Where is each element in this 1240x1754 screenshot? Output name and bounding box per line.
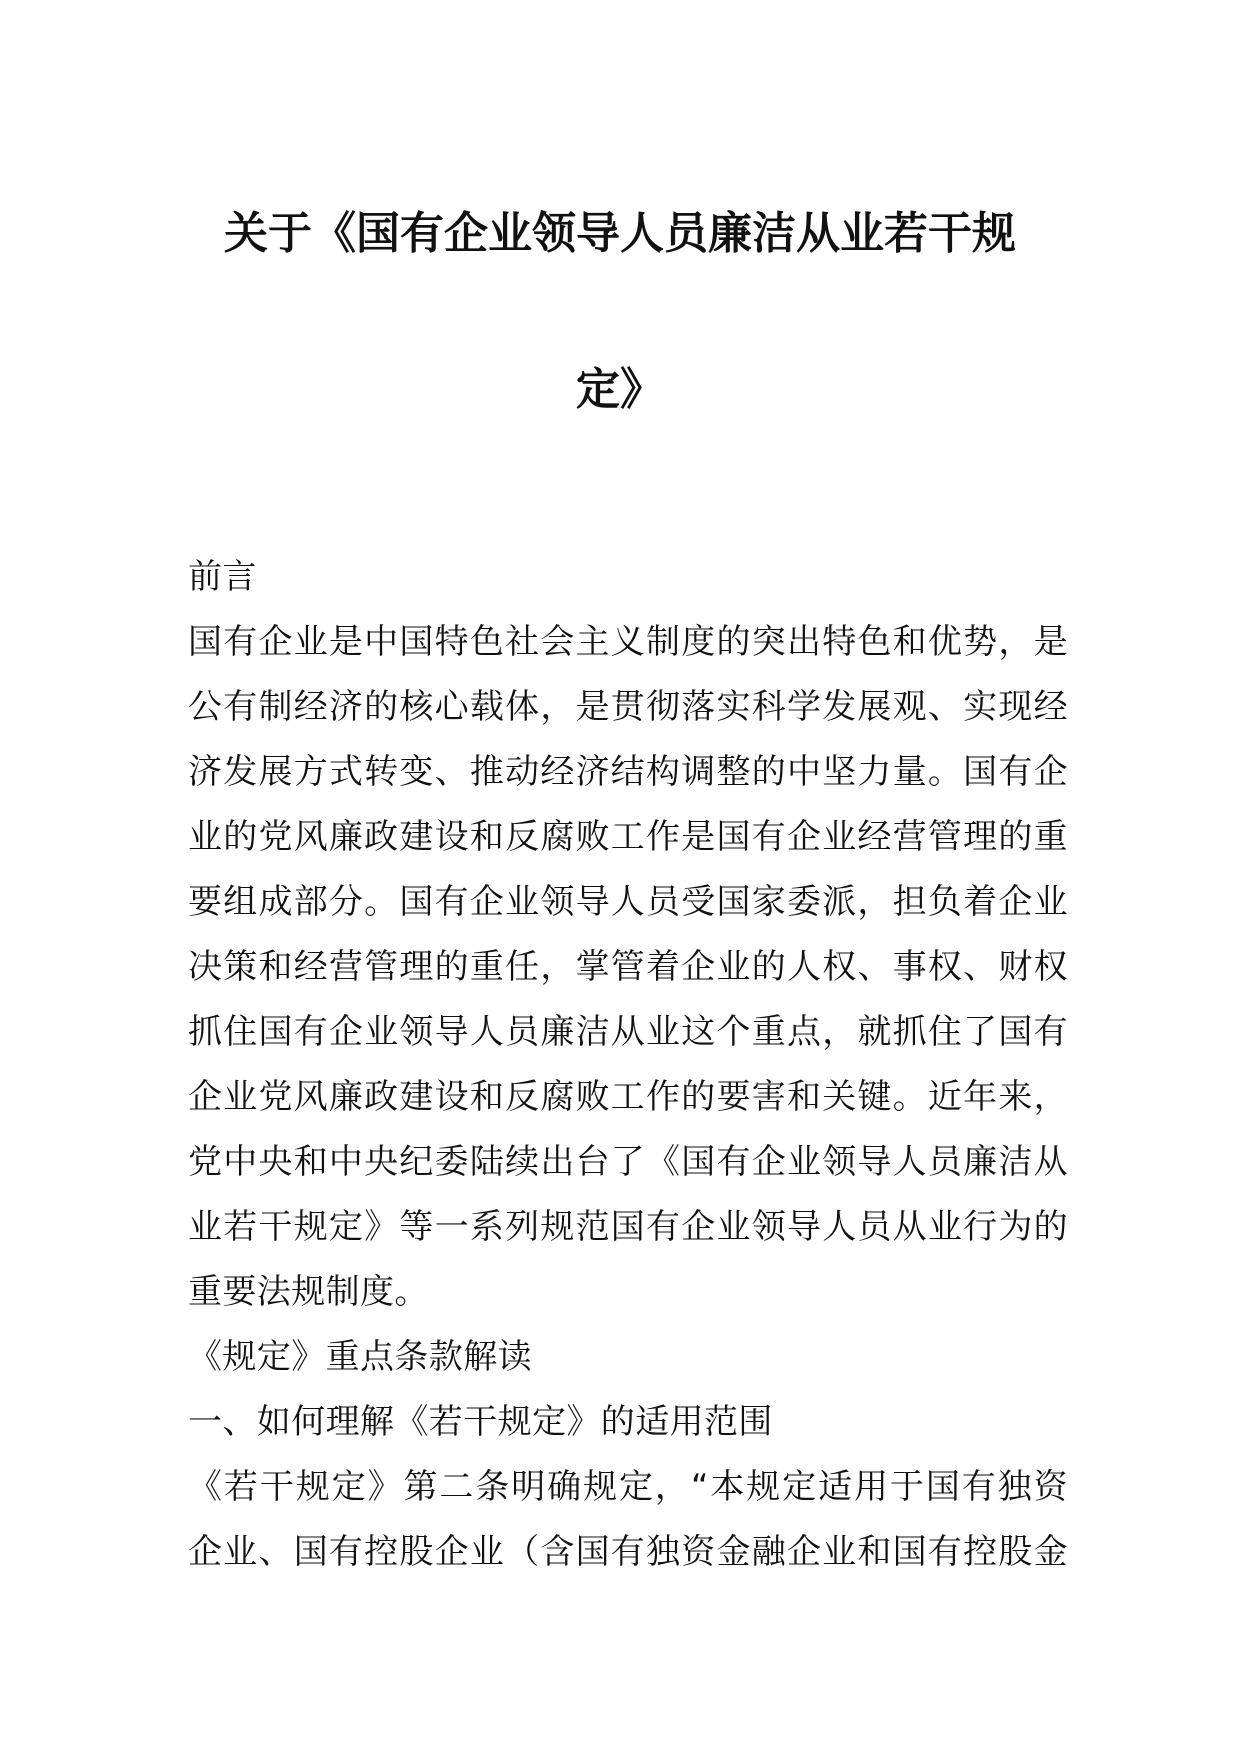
body-line: 要组成部分。国有企业领导人员受国家委派，担负着企业 [188,882,1068,922]
body-line: 业的党风廉政建设和反腐败工作是国有企业经营管理的重 [188,817,1068,857]
subsection-heading-scope: 一、如何理解《若干规定》的适用范围 [188,1402,773,1442]
body-line: 决策和经营管理的重任，掌管着企业的人权、事权、财权 [188,947,1068,987]
body-line: 济发展方式转变、推动经济结构调整的中坚力量。国有企 [188,752,1068,792]
body-line: 《若干规定》第二条明确规定，“本规定适用于国有独资 [188,1467,1068,1507]
document-body [188,545,1068,1585]
body-line: 企业党风廉政建设和反腐败工作的要害和关键。近年来， [188,1077,1068,1117]
section-heading-preface: 前言 [188,557,257,597]
section-heading-interpretation: 《规定》重点条款解读 [188,1337,532,1377]
body-line: 重要法规制度。 [188,1272,429,1312]
body-line: 业若干规定》等一系列规范国有企业领导人员从业行为的 [188,1207,1068,1247]
body-line: 抓住国有企业领导人员廉洁从业这个重点，就抓住了国有 [188,1012,1068,1052]
body-line: 公有制经济的核心载体，是贯彻落实科学发展观、实现经 [188,687,1068,727]
body-line: 国有企业是中国特色社会主义制度的突出特色和优势，是 [188,622,1068,662]
document-title-line-2: 定》 [576,364,664,415]
document-title-line-1: 关于《国有企业领导人员廉洁从业若干规 [224,208,1016,259]
body-line: 企业、国有控股企业（含国有独资金融企业和国有控股金 [188,1532,1068,1572]
body-line: 党中央和中央纪委陆续出台了《国有企业领导人员廉洁从 [188,1142,1068,1182]
